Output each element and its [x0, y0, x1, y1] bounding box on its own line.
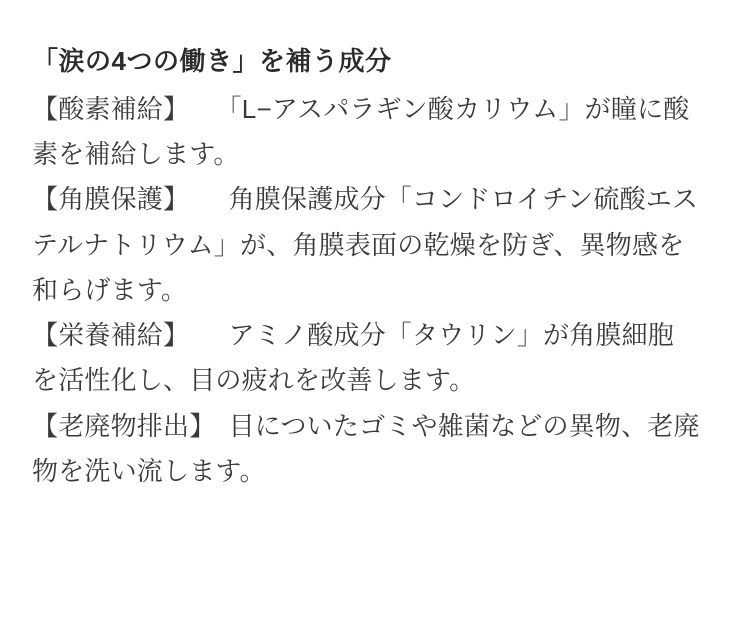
paragraph-nutrition-supply: 【栄養補給】 アミノ酸成分「タウリン」が角膜細胞を活性化し、目の疲れを改善します。 [32, 320, 675, 396]
page-title: 「涙の4つの働き」を補う成分 [32, 46, 392, 76]
paragraph-waste-discharge: 【老廃物排出】 目についたゴミや雑菌などの異物、老廃物を洗い流します。 [32, 410, 700, 486]
paragraph-oxygen-supply: 【酸素補給】 「L−アスパラギン酸カリウム」が瞳に酸素を補給します。 [32, 94, 690, 170]
paragraph-cornea-protection: 【角膜保護】 角膜保護成分「コンドロイチン硫酸エステルナトリウム」が、角膜表面の乾燥を防ぎ、異物感を和らげます。 [32, 184, 699, 305]
